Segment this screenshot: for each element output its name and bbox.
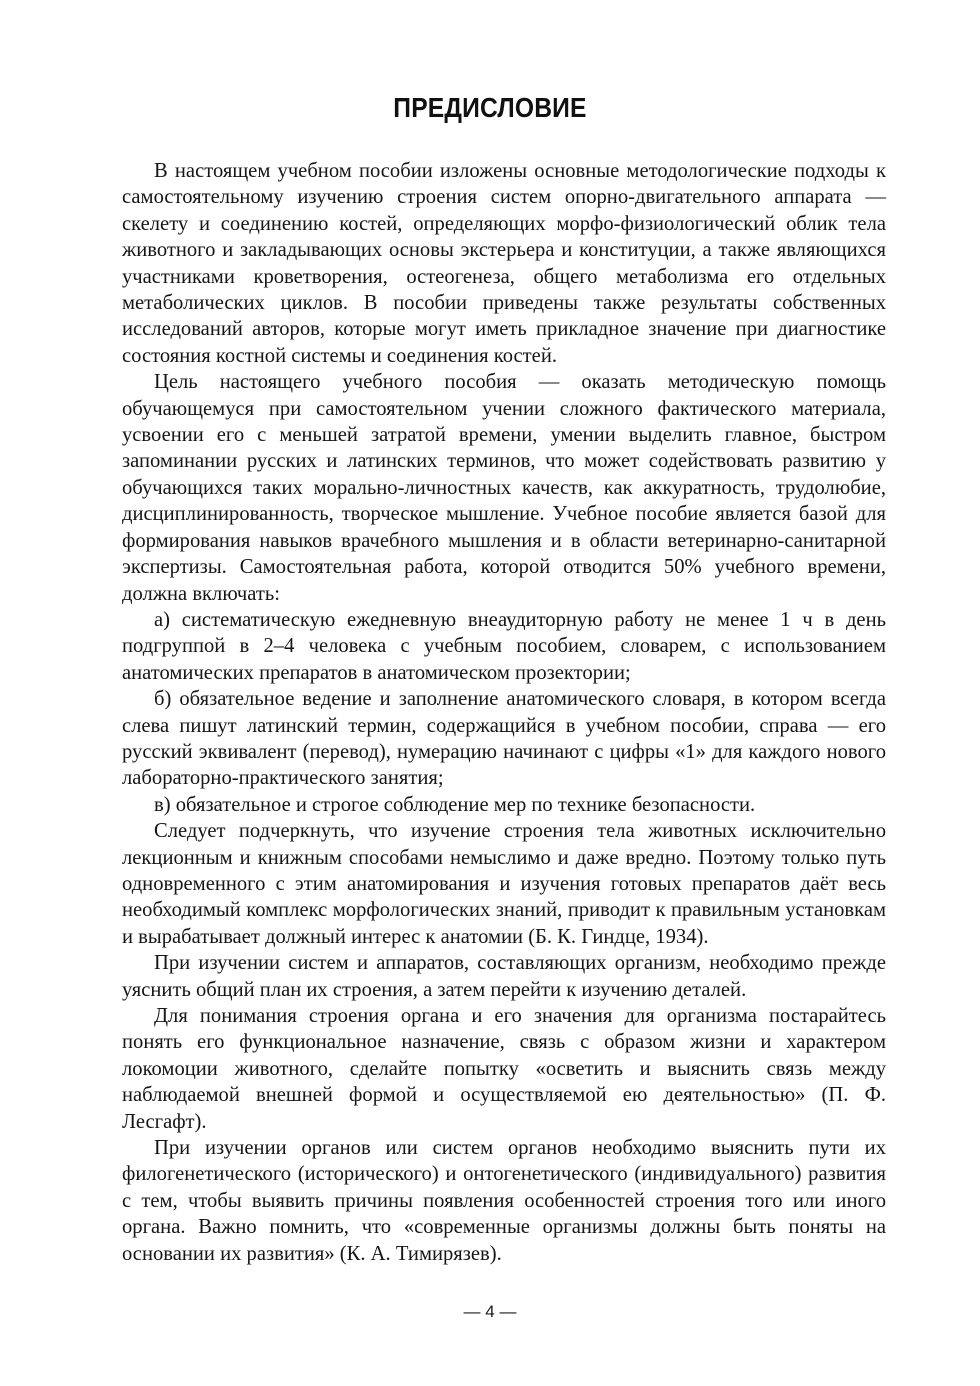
page-title: ПРЕДИСЛОВИЕ [393,92,587,123]
list-item: б) обязательное ведение и заполнение анатомического словаря, в котором всегда слева пишут латинский термин, содержащийся в учебном пособии, справа — его русский эквивалент (перевод), нумерацию начинают с цифры «1» для каждого нового лабораторно-практического занятия; [122,688,886,790]
list-item: в) обязательное и строгое соблюдение мер по технике безопасности. [154,793,756,816]
paragraph: В настоящем учебном пособии изложены основные методологические подходы к самостоятельному изучению строения систем опорно-двигательного аппарата — скелету и соединению костей, определяющих морфо-физиологический облик тела животного и закладывающих основы экстерьера и конституции, а также являющихся участниками кроветворения, остеогенеза, общего метаболизма его отдельных метаболических циклов. В пособии приведены также результаты собственных исследований авторов, которые могут иметь прикладное значение при диагностике состояния костной системы и соединения костей. [122,160,886,367]
paragraph: Для понимания строения органа и его значения для организма постарайтесь понять его функциональное назначение, связь с образом жизни и характером локомоции животного, сделайте попытку «осветить и выяснить связь между наблюдаемой внешней формой и осуществляемой ею деятельностью» (П. Ф. Лесгафт). [122,1005,886,1133]
paragraph: Следует подчеркнуть, что изучение строения тела животных исключительно лекционным и книжным способами немыслимо и даже вредно. Поэтому только путь одновременного с этим анатомирования и изучения готовых препаратов даёт весь необходимый комплекс морфологических знаний, приводит к правильным установкам и вырабатывает должный интерес к анатомии (Б. К. Гиндце, 1934). [122,820,886,948]
paragraph: При изучении органов или систем органов необходимо выяснить пути их филогенетического (исторического) и онтогенетического (индивидуального) развития с тем, чтобы выявить причины появления особенностей строения того или иного органа. Важно помнить, что «современные организмы должны быть поняты на основании их развития» (К. А. Тимирязев). [122,1137,886,1265]
body-text [122,158,886,1267]
list-item: а) систематическую ежедневную внеаудиторную работу не менее 1 ч в день подгруппой в 2–4 человека с учебным пособием, словарем, с использованием анатомических препаратов в анатомическом прозектории; [122,608,886,684]
page-number: — 4 — [463,1302,517,1321]
paragraph: Цель настоящего учебного пособия — оказать методическую помощь обучающемуся при самостоятельном учении сложного фактического материала, усвоении его с меньшей затратой времени, умении выделить главное, быстром запоминании русских и латинских терминов, что может содействовать развитию у обучающихся таких морально-личностных качеств, как аккуратность, трудолюбие, дисциплинированность, творческое мышление. Учебное пособие является базой для формирования навыков врачебного мышления и в области ветеринарно-санитарной экспертизы. Самостоятельная работа, которой отводится 50% учебного времени, должна включать: [122,371,886,605]
paragraph: При изучении систем и аппаратов, составляющих организм, необходимо прежде уяснить общий план их строения, а затем перейти к изучению деталей. [122,952,886,1001]
